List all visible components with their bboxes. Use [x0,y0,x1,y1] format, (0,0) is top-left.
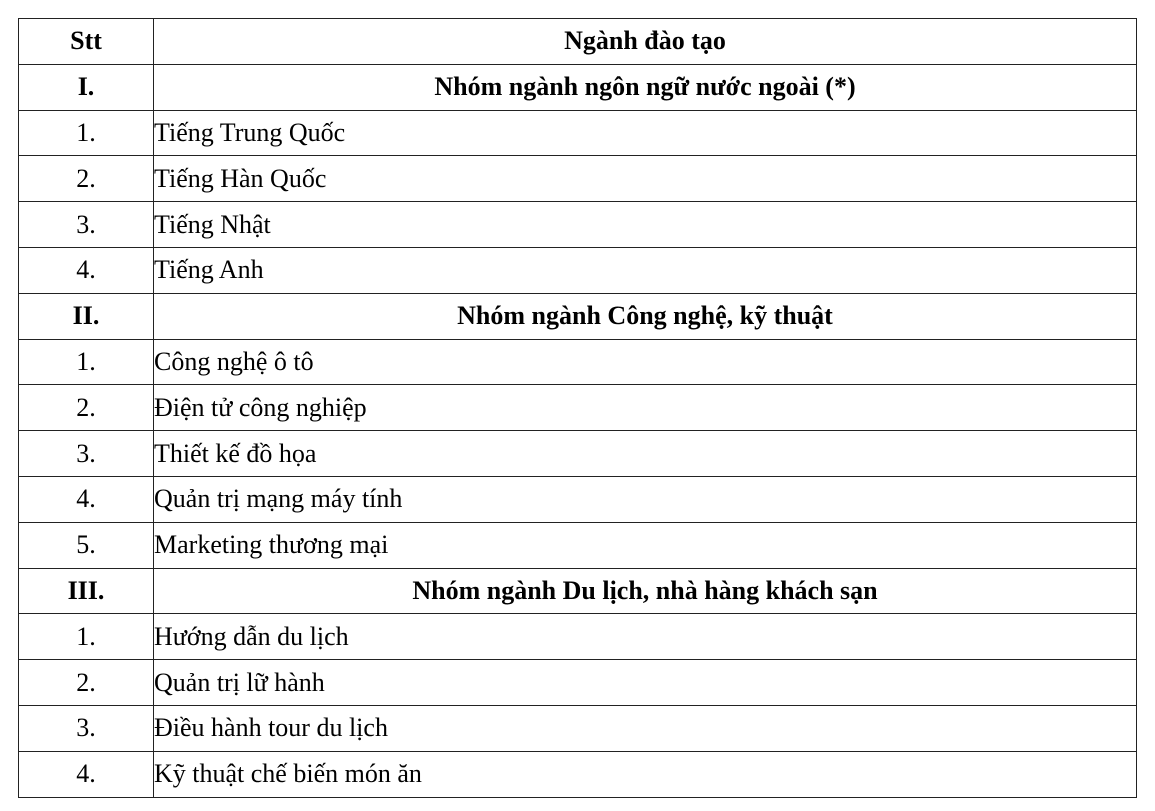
group-title: Nhóm ngành Công nghệ, kỹ thuật [154,293,1137,339]
row-major-name: Điện tử công nghiệp [154,385,1137,431]
row-stt: 1. [19,614,154,660]
table-row [19,705,1137,751]
row-stt: 3. [19,705,154,751]
row-major-name: Quản trị mạng máy tính [154,476,1137,522]
row-major-name: Kỹ thuật chế biến món ăn [154,751,1137,797]
row-stt: 4. [19,247,154,293]
majors-table [18,18,1137,798]
row-stt: 4. [19,751,154,797]
row-major-name: Công nghệ ô tô [154,339,1137,385]
row-major-name: Thiết kế đồ họa [154,431,1137,477]
group-title: Nhóm ngành Du lịch, nhà hàng khách sạn [154,568,1137,614]
row-major-name: Tiếng Anh [154,247,1137,293]
header-major-name: Ngành đào tạo [154,19,1137,65]
row-major-name: Hướng dẫn du lịch [154,614,1137,660]
row-major-name: Tiếng Hàn Quốc [154,156,1137,202]
table-row [19,385,1137,431]
row-stt: 3. [19,431,154,477]
row-stt: 2. [19,660,154,706]
header-stt: Stt [19,19,154,65]
group-row [19,568,1137,614]
table-row [19,522,1137,568]
row-stt: 1. [19,339,154,385]
table-row [19,431,1137,477]
row-stt: 1. [19,110,154,156]
table-row [19,751,1137,797]
header-row [19,19,1137,65]
table-row [19,339,1137,385]
group-row [19,64,1137,110]
row-stt: 4. [19,476,154,522]
row-major-name: Quản trị lữ hành [154,660,1137,706]
table-row [19,202,1137,248]
table-row [19,156,1137,202]
table-row [19,660,1137,706]
table-row [19,247,1137,293]
table-row [19,476,1137,522]
group-stt: II. [19,293,154,339]
row-stt: 2. [19,385,154,431]
group-row [19,293,1137,339]
row-stt: 2. [19,156,154,202]
group-stt: I. [19,64,154,110]
row-major-name: Marketing thương mại [154,522,1137,568]
group-title: Nhóm ngành ngôn ngữ nước ngoài (*) [154,64,1137,110]
table-row [19,110,1137,156]
row-stt: 5. [19,522,154,568]
row-major-name: Tiếng Trung Quốc [154,110,1137,156]
row-stt: 3. [19,202,154,248]
group-stt: III. [19,568,154,614]
table-row [19,614,1137,660]
row-major-name: Điều hành tour du lịch [154,705,1137,751]
row-major-name: Tiếng Nhật [154,202,1137,248]
